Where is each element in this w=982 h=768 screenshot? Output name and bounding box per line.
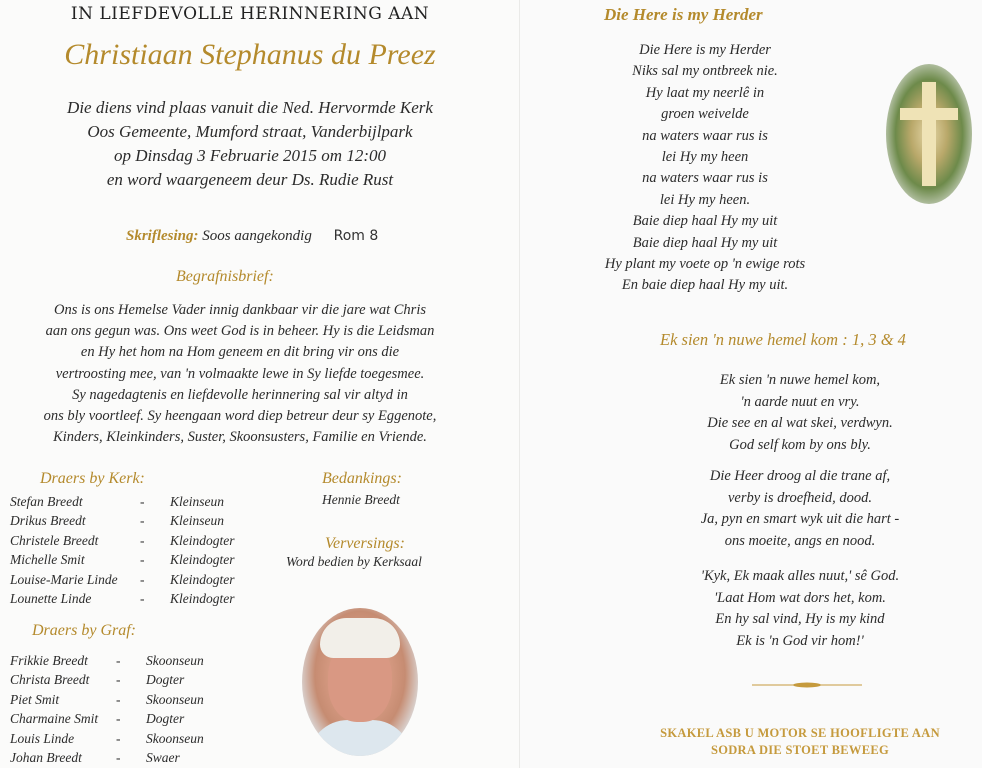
service-line: en word waargeneem deur Ds. Rudie Rust (106, 170, 394, 189)
bearer-name: Charmaine Smit (10, 711, 99, 727)
bearer-relation: Swaer (146, 750, 180, 766)
psalm-line: Hy laat my neerlê in (645, 84, 765, 101)
psalm-line: Die Here is my Herder (639, 42, 771, 58)
hymn-line: God self kom by ons bly. (729, 436, 871, 453)
list-item (10, 670, 204, 689)
service-line: Oos Gemeente, Mumford straat, Vanderbijlpark (87, 122, 413, 141)
ornament-divider (752, 682, 862, 688)
cross-horizontal (900, 108, 958, 120)
bearer-name: Louise-Marie Linde (10, 571, 118, 587)
dash: - (140, 591, 145, 607)
hymn-stanza (660, 566, 940, 652)
letter-line: en Hy het hom na Hom geneem en dit bring vir ons die (80, 344, 400, 361)
list-item (10, 748, 204, 767)
dash: - (140, 552, 145, 568)
bearer-relation: Skoonseun (146, 691, 204, 707)
list-item (10, 570, 235, 589)
list-item (10, 589, 235, 608)
psalm-line: Hy plant my voete op 'n ewige rots (604, 256, 806, 273)
list-item (10, 729, 204, 748)
portrait-hair (320, 618, 400, 658)
hymn-stanza (660, 466, 940, 552)
church-bearers-list (10, 492, 235, 608)
portrait-photo (302, 608, 418, 756)
bearer-name: Michelle Smit (10, 552, 85, 568)
bearer-name: Lounette Linde (10, 591, 92, 607)
bearer-name: Drikus Breedt (10, 513, 86, 529)
letter-line: Sy nagedagtenis en liefdevolle herinnering sal vir altyd in (72, 386, 408, 403)
notice-line: SKAKEL ASB U MOTOR SE HOOFLIGTE AAN (660, 726, 940, 740)
thanks-text: Hennie Breedt (322, 492, 400, 507)
psalm-text (560, 40, 850, 297)
dash: - (140, 571, 145, 587)
bearer-name: Piet Smit (10, 691, 60, 707)
bearer-relation: Kleindogter (170, 552, 235, 568)
list-item (10, 709, 204, 728)
hymn-line: ons moeite, angs en nood. (724, 532, 876, 549)
hymn-line: 'Laat Hom wat dors het, kom. (714, 589, 886, 606)
portrait-shirt (308, 720, 412, 756)
hymn-line: verby is droefheid, dood. (727, 489, 873, 506)
hymn-line: Ja, pyn en smart wyk uit die hart - (700, 511, 900, 528)
hymn-line: Die Heer droog al die trane af, (709, 468, 891, 484)
dash: - (116, 653, 121, 668)
service-line: Die diens vind plaas vanuit die Ned. Hervormde Kerk (67, 98, 433, 117)
notice-line: SODRA DIE STOET BEWEEG (710, 743, 890, 757)
bearer-name: Louis Linde (10, 730, 75, 746)
list-item (10, 511, 235, 530)
dash: - (116, 730, 121, 746)
bearer-relation: Skoonseun (146, 653, 204, 668)
headlights-notice (640, 725, 960, 759)
scripture-label: Skriflesing: (126, 228, 199, 244)
letter-heading: Begrafnisbrief: (176, 268, 274, 285)
list-item (10, 492, 235, 511)
letter-line: vertroosting mee, van 'n volmaakte lewe in Sy liefde toegesmee. (55, 365, 425, 382)
dash: - (140, 494, 145, 509)
grave-bearers-heading: Draers by Graf: (32, 622, 136, 639)
thanks-heading: Bedankings: (322, 470, 402, 487)
dash: - (116, 711, 121, 727)
bearer-name: Christele Breedt (10, 532, 99, 548)
list-item (10, 690, 204, 709)
cross-image (886, 64, 972, 204)
bearer-name: Johan Breedt (10, 750, 82, 766)
bearer-relation: Kleindogter (170, 571, 235, 587)
psalm-line: groen weivelde (661, 106, 749, 123)
dash: - (140, 532, 145, 548)
list-item (10, 531, 235, 550)
hymn-line: Die see en al wat skei, verdwyn. (707, 415, 893, 432)
grave-bearers-list (10, 651, 204, 767)
bearer-relation: Kleinseun (170, 513, 224, 529)
dash: - (116, 750, 121, 766)
hymn-line: Ek is 'n God vir hom!' (736, 632, 864, 649)
hymn-line: Ek sien 'n nuwe hemel kom, (719, 372, 881, 388)
scripture-handwritten: Rom 8 (333, 228, 379, 244)
hymn-line: 'n aarde nuut en vry. (740, 393, 860, 410)
psalm-line: Baie diep haal Hy my uit (632, 213, 778, 230)
psalm-line: En baie diep haal Hy my uit. (621, 277, 789, 294)
hymn-line: 'Kyk, Ek maak alles nuut,' sê God. (700, 568, 900, 584)
hymn-line: En hy sal vind, Hy is my kind (715, 611, 885, 628)
bearer-relation: Dogter (146, 672, 185, 688)
bearer-name: Frikkie Breedt (10, 653, 88, 668)
ornament-center (793, 683, 821, 688)
bearer-relation: Skoonseun (146, 730, 204, 746)
dash: - (140, 513, 145, 529)
church-bearers-heading: Draers by Kerk: (40, 470, 145, 487)
service-line: op Dinsdag 3 Februarie 2015 om 12:00 (114, 146, 386, 165)
bearer-relation: Kleindogter (170, 532, 235, 548)
funeral-letter (0, 300, 480, 448)
service-details (0, 96, 500, 192)
hymn-stanza (660, 370, 940, 456)
letter-line: Ons is ons Hemelse Vader innig dankbaar vir die jare wat Chris (53, 302, 426, 318)
refreshments-text: Word bedien by Kerksaal (286, 554, 422, 569)
dash: - (116, 691, 121, 707)
psalm-line: Baie diep haal Hy my uit (632, 234, 778, 251)
bearer-relation: Kleindogter (170, 591, 235, 607)
scripture-text: Soos aangekondig (202, 228, 312, 244)
letter-line: Kinders, Kleinkinders, Suster, Skoonsusters, Familie en Vriende. (53, 429, 427, 446)
scripture-reading (126, 228, 378, 245)
deceased-name: Christiaan Stephanus du Preez (64, 38, 436, 71)
psalm-line: na waters waar rus is (642, 170, 768, 187)
letter-line: aan ons gegun was. Ons weet God is in beheer. Hy is die Leidsman (45, 323, 435, 340)
bearer-relation: Kleinseun (170, 494, 224, 509)
psalm-line: lei Hy my heen. (659, 191, 751, 208)
list-item (10, 651, 204, 670)
hymn-title: Ek sien 'n nuwe hemel kom : 1, 3 & 4 (660, 330, 906, 349)
letter-line: ons bly voortleef. Sy heengaan word diep betreur deur sy Eggenote, (43, 408, 437, 425)
bearer-relation: Dogter (146, 711, 185, 727)
psalm-line: Niks sal my ontbreek nie. (632, 63, 778, 80)
psalm-line: na waters waar rus is (642, 127, 768, 144)
refreshments-heading: Verversings: (325, 535, 405, 552)
psalm-line: lei Hy my heen (661, 149, 749, 166)
bearer-name: Christa Breedt (10, 672, 90, 688)
memorial-heading: IN LIEFDEVOLLE HERINNERING AAN (70, 4, 430, 24)
bearer-name: Stefan Breedt (10, 494, 83, 509)
list-item (10, 550, 235, 569)
psalm-title: Die Here is my Herder (604, 5, 763, 24)
dash: - (116, 672, 121, 688)
cross-vertical (922, 82, 936, 186)
